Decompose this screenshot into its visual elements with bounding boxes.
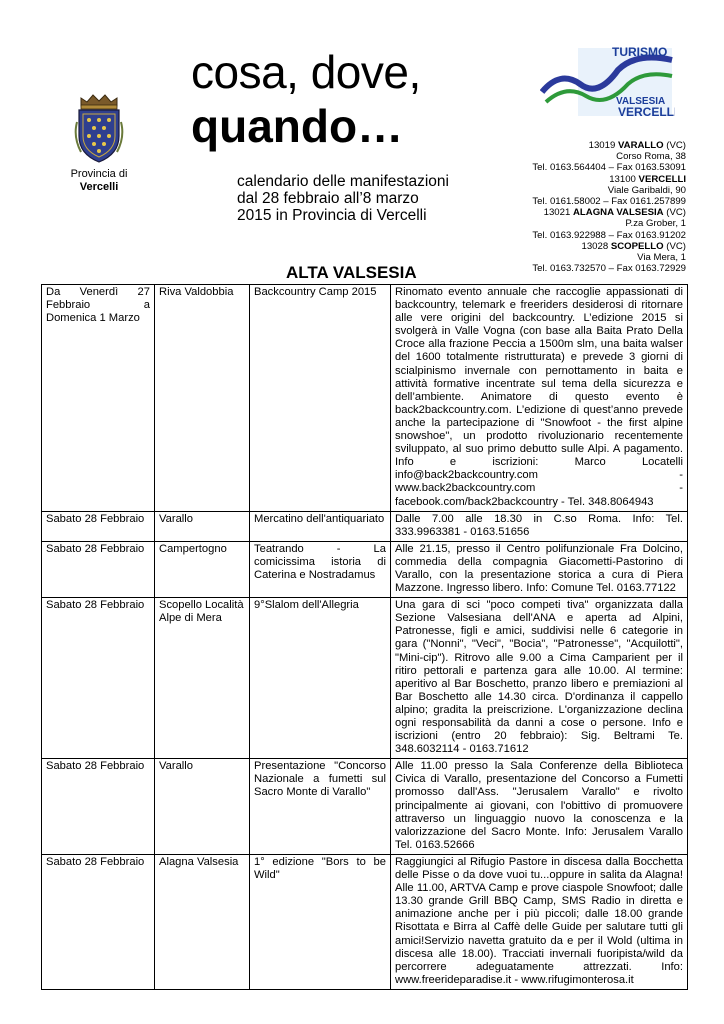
- page-title-line1: cosa, dove,: [191, 46, 421, 98]
- turismo-logo: [540, 40, 675, 122]
- event-title: Mercatino dell'antiquariato: [250, 511, 391, 541]
- event-date: Sabato 28 Febbraio: [42, 854, 155, 989]
- logo-line2: VALSESIA: [616, 96, 666, 107]
- address-line: 13021 ALAGNA VALSESIA (VC): [543, 207, 686, 219]
- subtitle-line3: 2015 in Provincia di Vercelli: [237, 207, 427, 224]
- subtitle-line2: dal 28 febbraio all’8 marzo: [237, 190, 419, 207]
- page-subtitle: [237, 173, 477, 224]
- table-row: [42, 759, 688, 855]
- address-line: 13019 VARALLO (VC): [588, 140, 686, 151]
- event-date: Sabato 28 Febbraio: [42, 759, 155, 855]
- logo-line1: TURISMO: [612, 45, 668, 59]
- event-description: Dalle 7.00 alle 18.30 in C.so Roma. Info: Tel. 333.9963381 - 0163.51656: [391, 511, 688, 541]
- address-line: P.za Grober, 1: [625, 218, 686, 230]
- event-place: Alagna Valsesia: [155, 854, 250, 989]
- province-coat-of-arms-icon: [73, 92, 125, 164]
- address-line: Tel. 0163.564404 – Fax 0163.53091: [532, 162, 686, 174]
- event-title: 1° edizione "Bors to be Wild": [250, 854, 391, 989]
- table-row: [42, 285, 688, 512]
- province-label-text: Provincia di: [70, 168, 128, 180]
- event-description: Rinomato evento annuale che raccoglie appassionati di backcountry, telemark e freeriders desiderosi di ritornare alle vere origini del backcountry. L’edizione 2015 si svolgerà in Valle Vogna (con base alla Baita Prato Della Croce alla frazione Peccia a 1500m slm, una baita walser del 1600 totalmente ristrutturata) e prevede 3 giorni di scialpinismo invernale con pernottamento in baita e attività formative incentrate sul tema della sicurezza e dell’ambiente. Animatore di questo evento è back2backcountry.com. L’edizione di quest’anno prevede anche la partecipazione di "Snowfoot - the first alpine snowshoe", un prodotto rivoluzionario recentemente sviluppato, al suo primo debutto sulle Alpi. A pagamento. Info e iscrizioni: Marco Locatelli info@back2backcountry.com - www.back2backcountry.com - facebook.com/back2backcountry - Tel. 348.8064943: [391, 285, 688, 512]
- section-heading: ALTA VALSESIA: [286, 263, 417, 282]
- province-crest: [50, 92, 148, 194]
- logo-line3: VERCELLI: [618, 105, 675, 119]
- table-row: [42, 598, 688, 759]
- event-description: Raggiungici al Rifugio Pastore in discesa dalla Bocchetta delle Pisse o da dove vuoi tu...oppure in salita da Alagna! Alle 11.00, ARTVA Camp e prove ciaspole Snowfoot; dalle 13.30 grande Grill BBQ Camp, SMS Radio in diretta e animazione anche per i più piccoli; dalle 18.00 grande Risottata e Birra al Caffè delle Guide per salutare tutti gli amici!Servizio navetta gratuito da e per il Wold (ultima in discesa alle 18.00). Tracciati invernali fuoripista/wild da percorrere adeguatamente attrezzati. Info: www.freerideparadise.it - www.rifugimonterosa.it: [391, 854, 688, 989]
- event-date: Sabato 28 Febbraio: [42, 541, 155, 597]
- event-title: Teatrando - La comicissima istoria di Caterina e Nostradamus: [250, 541, 391, 597]
- address-line: Viale Garibaldi, 90: [607, 184, 686, 196]
- page-title-line2: quando…: [191, 100, 404, 152]
- event-place: Varallo: [155, 511, 250, 541]
- event-place: Varallo: [155, 759, 250, 855]
- address-line: Tel. 0163.732570 – Fax 0163.72929: [532, 263, 686, 275]
- event-title: Presentazione "Concorso Nazionale a fumetti sul Sacro Monte di Varallo": [250, 759, 391, 855]
- turismo-valsesia-logo-icon: [540, 40, 675, 122]
- events-table: [41, 284, 688, 990]
- office-addresses: [506, 140, 686, 274]
- address-line: Tel. 0163.922988 – Fax 0163.91202: [532, 229, 686, 241]
- event-date: Sabato 28 Febbraio: [42, 598, 155, 759]
- event-title: 9°Slalom dell'Allegria: [250, 598, 391, 759]
- address-line: Tel. 0161.58002 – Fax 0161.257899: [532, 196, 686, 208]
- address-line: Via Mera, 1: [637, 252, 686, 264]
- province-name: Vercelli: [79, 181, 119, 193]
- event-place: Campertogno: [155, 541, 250, 597]
- event-date: Sabato 28 Febbraio: [42, 511, 155, 541]
- event-place: Scopello Località Alpe di Mera: [155, 598, 250, 759]
- event-place: Riva Valdobbia: [155, 285, 250, 512]
- event-description: Una gara di sci "poco competi tiva" organizzata dalla Sezione Valsesiana dell'ANA e aperta ad Alpini, Patronesse, figli e amici, suddivisi nelle 6 categorie in gara ("Nonni", "Veci", "Bocia", "Patronesse", "Acquilotti", "Mini-cip"). Ritrovo alle 9.00 a Cima Camparient per il ritiro pettorali e partenza gara alle 10.00. Al termine: aperitivo al Bar Boschetto, pranzo libero e premiazioni al Bar Boschetto alle 14.30 circa. D'ordinanza il cappello alpino; gradita la preiscrizione. L'organizzazione declina ogni responsabilità da danni a cose o persone. Info e iscrizioni (entro 20 febbraio): Sig. Beltrami Te. 348.6032114 - 0163.71612: [391, 598, 688, 759]
- table-row: [42, 511, 688, 541]
- address-line: Corso Roma, 38: [616, 151, 686, 163]
- subtitle-line1: calendario delle manifestazioni: [237, 173, 449, 190]
- event-description: Alle 11.00 presso la Sala Conferenze della Biblioteca Civica di Varallo, presentazione del Concorso a Fumetti promosso dall'Ass. "Jerusalem Varallo" e rivolto principalmente ai giovani, con l'obittivo di promuovere attraverso un linguaggio nuovo la conoscenza e la valorizzazione del Sacro Monte. Info: Jerusalem Varallo Tel. 0163.52666: [391, 759, 688, 855]
- address-line: 13100 VERCELLI: [609, 173, 686, 185]
- table-row: [42, 541, 688, 597]
- address-line: 13028 SCOPELLO (VC): [581, 240, 686, 252]
- event-date: Da Venerdì 27 Febbraio a Domenica 1 Marzo: [42, 285, 155, 512]
- event-description: Alle 21.15, presso il Centro polifunzionale Fra Dolcino, commedia della compagnia Giacometti-Pastorino di Varallo, con la presentazione storica a cura di Piera Mazzone. Ingresso libero. Info: Comune Tel. 0163.77122: [391, 541, 688, 597]
- table-row: [42, 854, 688, 989]
- event-title: Backcountry Camp 2015: [250, 285, 391, 512]
- province-label: [50, 168, 148, 194]
